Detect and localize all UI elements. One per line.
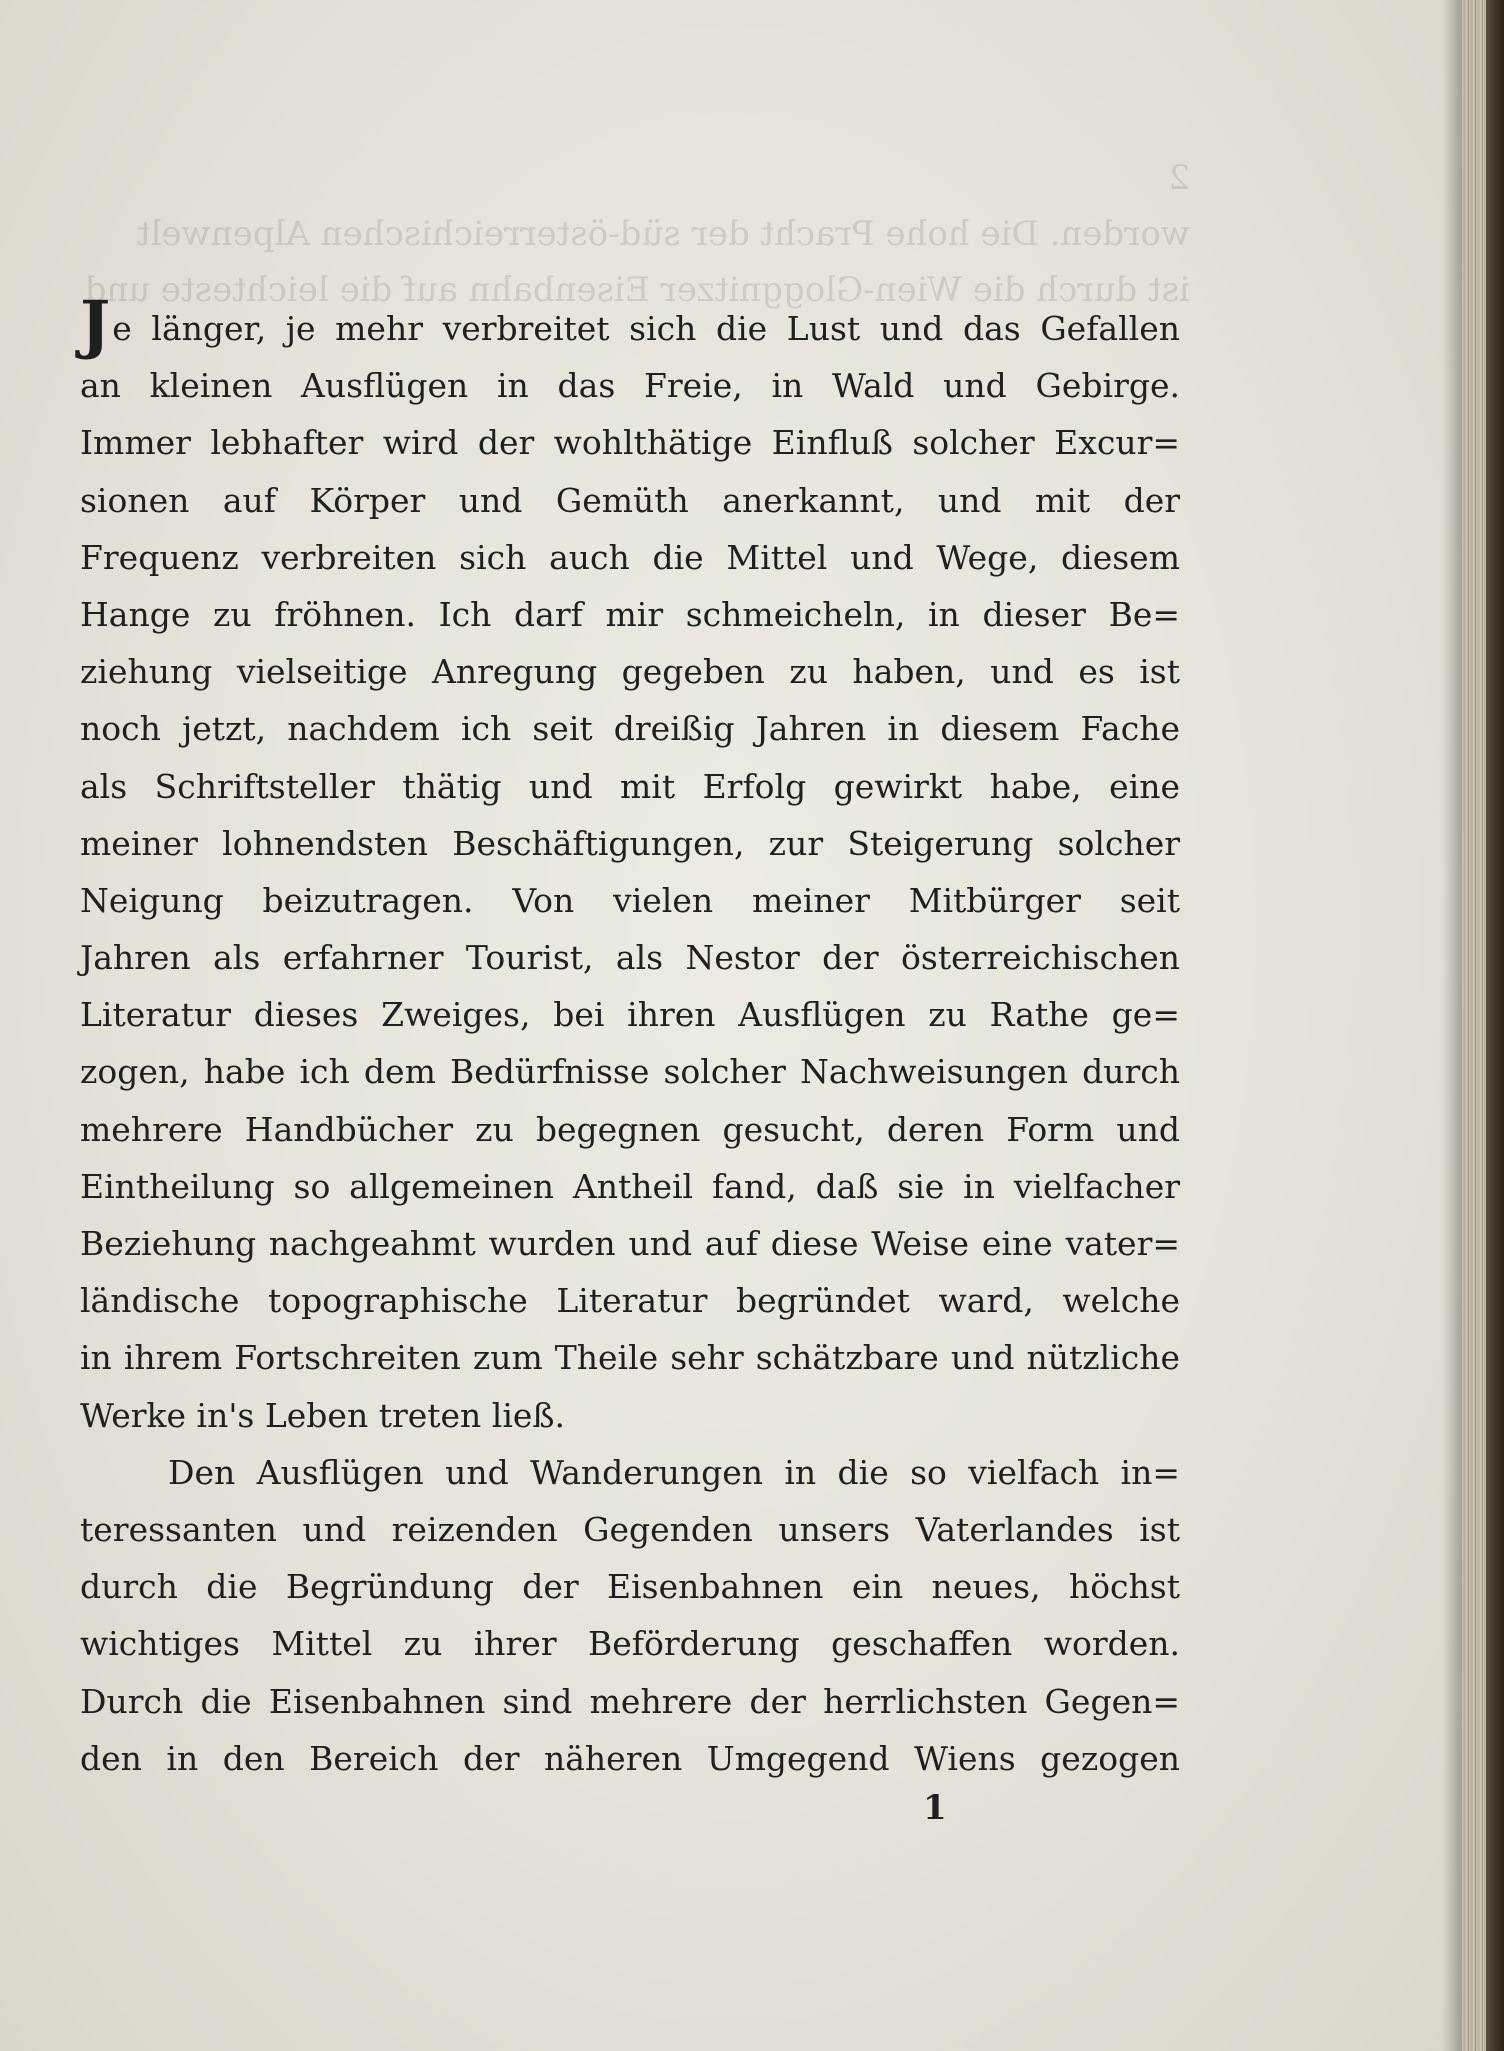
show-through-line: ist durch die Wien-Gloggnitzer Eisenbahn auf die leichteste und [84, 270, 1190, 310]
text-line: Durch die Eisenbahnen sind mehrere der herrlichsten Gegen= [80, 1681, 1180, 1721]
text-line: Neigung beizutragen. Von vielen meiner Mitbürger seit [80, 880, 1180, 920]
text-line: meiner lohnendsten Beschäftigungen, zur Steigerung solcher [80, 823, 1180, 863]
line-text: e länger, je mehr verbreitet sich die Lust und das Gefallen [112, 309, 1180, 348]
text-line: Werke in's Leben treten ließ. [80, 1395, 565, 1435]
text-line: als Schriftsteller thätig und mit Erfolg gewirkt habe, eine [80, 766, 1180, 806]
text-line: Hange zu fröhnen. Ich darf mir schmeicheln, in dieser Be= [80, 594, 1180, 634]
page-gutter-shadow [1442, 0, 1462, 2051]
text-line: den in den Bereich der näheren Umgegend Wiens gezogen [80, 1738, 1180, 1778]
text-line: Beziehung nachgeahmt wurden und auf diese Weise eine vater= [80, 1224, 1180, 1263]
text-line: Literatur dieses Zweiges, bei ihren Ausflügen zu Rathe ge= [80, 995, 1180, 1035]
text-line: Den Ausflügen und Wanderungen in die so vielfach in= [168, 1452, 1180, 1492]
text-line: sionen auf Körper und Gemüth anerkannt, und mit der [80, 480, 1180, 520]
text-line: Eintheilung so allgemeinen Antheil fand, daß sie in vielfacher [80, 1166, 1180, 1206]
show-through-line: 2 [1168, 158, 1190, 198]
text-line: noch jetzt, nachdem ich seit dreißig Jahren in diesem Fache [80, 709, 1180, 749]
text-line: zogen, habe ich dem Bedürfnisse solcher Nachweisungen durch [80, 1052, 1180, 1092]
text-line: teressanten und reizenden Gegenden unsers Vaterlandes ist [80, 1509, 1180, 1549]
show-through-line: worden. Die hohe Pracht der süd-österreichischen Alpenwelt [136, 214, 1190, 254]
show-through-text [60, 150, 1190, 310]
text-line: Frequenz verbreiten sich auch die Mittel und Wege, diesem [80, 537, 1180, 577]
text-line: in ihrem Fortschreiten zum Theile sehr schätzbare und nützliche [80, 1338, 1180, 1378]
text-line: ländische topographische Literatur begründet ward, welche [80, 1281, 1180, 1321]
page-number: 1 [923, 1788, 947, 1828]
drop-cap: J [80, 287, 111, 362]
text-line: Immer lebhafter wird der wohlthätige Einfluß solcher Excur= [80, 423, 1180, 463]
text-line: durch die Begründung der Eisenbahnen ein neues, höchst [80, 1567, 1180, 1607]
text-line: wichtiges Mittel zu ihrer Beförderung geschaffen worden. [80, 1624, 1180, 1664]
text-line: ziehung vielseitige Anregung gegeben zu haben, und es ist [80, 652, 1180, 692]
text-line: an kleinen Ausflügen in das Freie, in Wald und Gebirge. [80, 366, 1180, 406]
book-cover-edge [1486, 0, 1504, 2051]
text-line: Jahren als erfahrner Tourist, als Nestor der österreichischen [80, 938, 1180, 978]
text-line: mehrere Handbücher zu begegnen gesucht, deren Form und [80, 1109, 1180, 1149]
